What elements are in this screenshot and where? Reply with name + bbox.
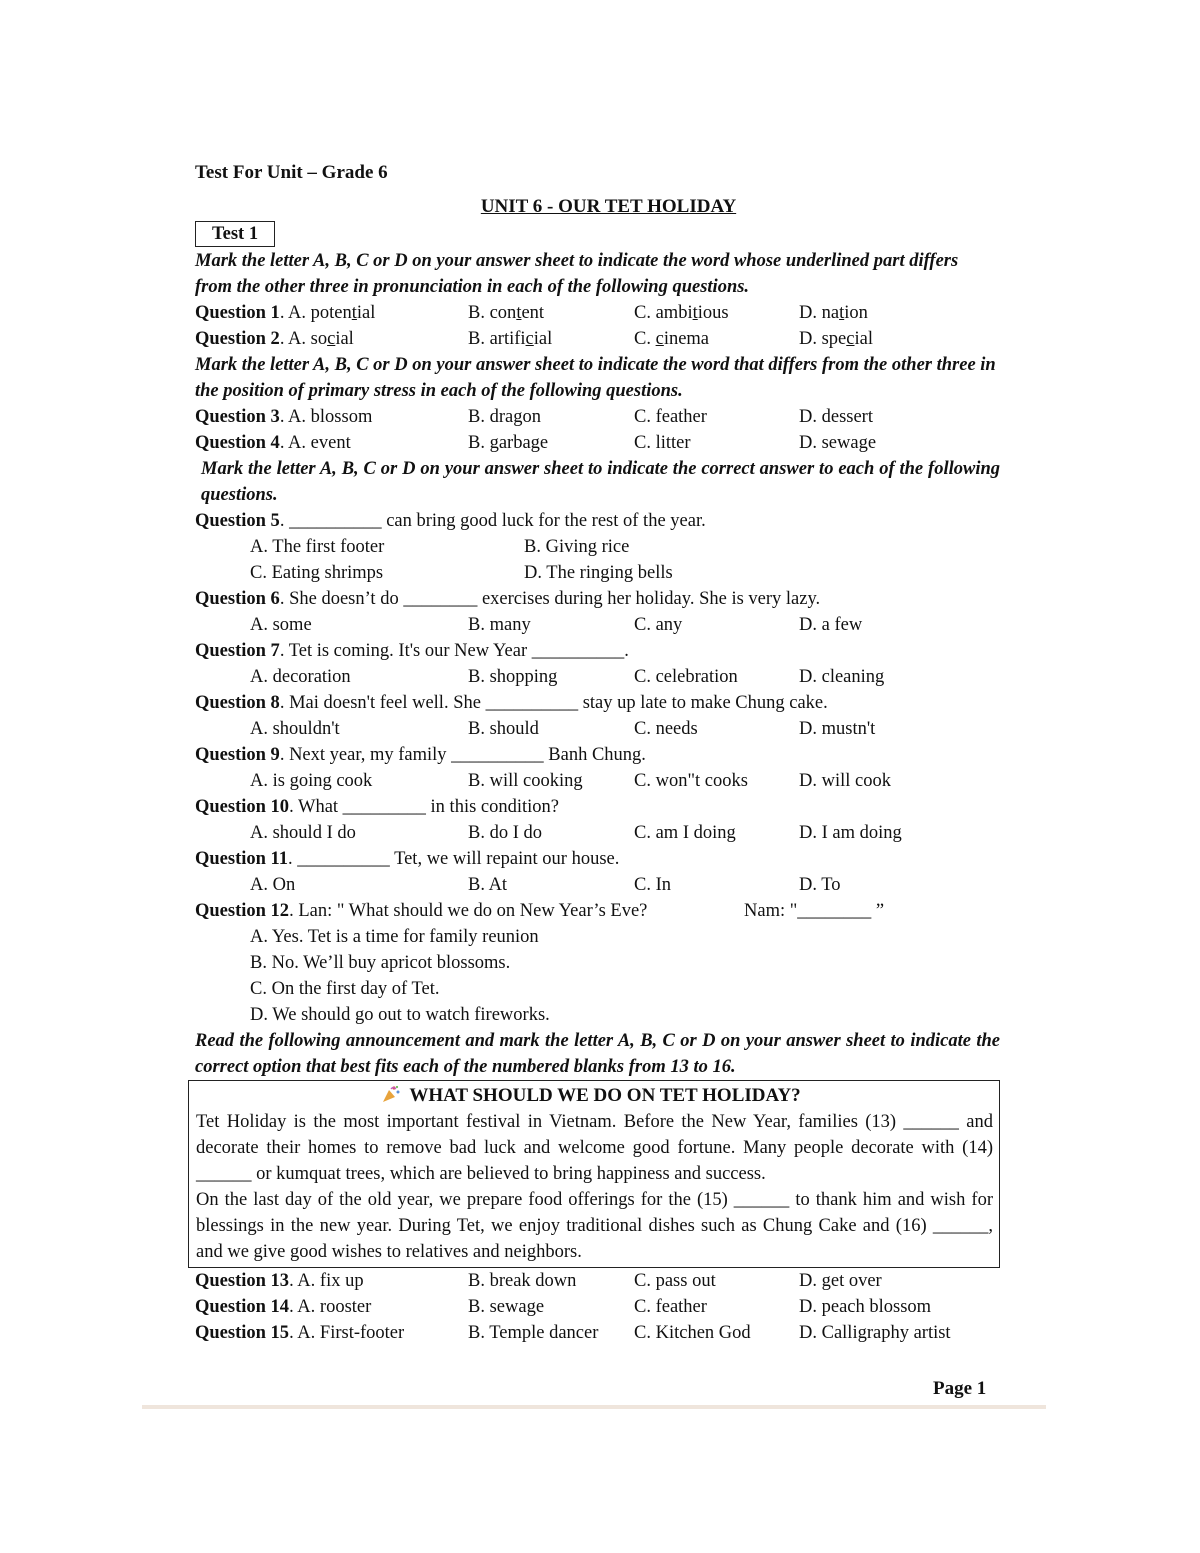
question-label: Question 2: [195, 329, 280, 349]
option-a: A. decoration: [250, 667, 351, 687]
option-c: C. On the first day of Tet.: [250, 979, 440, 999]
option-d: D. get over: [799, 1271, 882, 1291]
option-c: C. Eating shrimps: [250, 563, 384, 583]
question-2: Question 2. A. social B. artificial C. cinema D. special: [195, 326, 1000, 352]
options-row: [195, 872, 1000, 898]
instruction-stress: Mark the letter A, B, C or D on your answer sheet to indicate the word that differs from the other three in the position of primary stress in each of the following questions.: [195, 355, 996, 401]
page-header: Test For Unit – Grade 6: [195, 162, 388, 183]
test-label: Test 1: [195, 221, 275, 247]
option-d: D. nation: [799, 303, 868, 323]
option-d: D. dessert: [799, 407, 873, 427]
question-11: Question 11. __________ Tet, we will repaint our house.: [195, 849, 620, 869]
option-a: A. The first footer: [250, 537, 385, 557]
question-6: Question 6. She doesn’t do ________ exercises during her holiday. She is very lazy.: [195, 589, 821, 609]
option-a: A. is going cook: [250, 771, 373, 791]
option-d: D. To: [799, 875, 841, 895]
option-c: C. ambitious: [634, 303, 729, 323]
question-13: Question 13. A. fix up B. break down C. pass out D. get over: [195, 1268, 1000, 1294]
option-b: B. do I do: [468, 823, 542, 843]
option-b: B. garbage: [468, 433, 549, 453]
option-d: D. cleaning: [799, 667, 885, 687]
question-15: Question 15. A. First-footer B. Temple dancer C. Kitchen God D. Calligraphy artist: [195, 1320, 1000, 1346]
option-d: D. mustn't: [799, 719, 876, 739]
option-d: D. a few: [799, 615, 863, 635]
option-a: A. should I do: [250, 823, 356, 843]
option-a: A. On: [250, 875, 296, 895]
question-9: Question 9. Next year, my family __________ Banh Chung.: [195, 745, 646, 765]
instruction-reading: Read the following announcement and mark the letter A, B, C or D on your answer sheet to indicate the correct option that best fits each of the numbered blanks from 13 to 16.: [195, 1031, 1000, 1077]
option-b: B. many: [468, 615, 531, 635]
question-8: Question 8. Mai doesn't feel well. She __________ stay up late to make Chung cake.: [195, 693, 828, 713]
passage-paragraph-2: On the last day of the old year, we prepare food offerings for the (15) ______ to thank him and wish for blessings in the new year. During Tet, we enjoy traditional dishes such as Chung Cake and (16) ______, and we give good wishes to relatives and neighbors.: [196, 1190, 993, 1262]
instruction-correct: Mark the letter A, B, C or D on your answer sheet to indicate the correct answer to each of the following questions.: [201, 459, 1000, 505]
option-c: C. feather: [634, 1297, 707, 1317]
option-d: D. special: [799, 329, 873, 349]
option-d: D. sewage: [799, 433, 877, 453]
option-b: B. Temple dancer: [468, 1323, 599, 1343]
option-b: B. No. We’ll buy apricot blossoms.: [250, 953, 511, 973]
question-10: Question 10. What _________ in this condition?: [195, 797, 560, 817]
party-popper-icon: [381, 1085, 401, 1103]
option-c: C. won"t cooks: [634, 771, 748, 791]
option-b: B. Giving rice: [524, 537, 630, 557]
option-b: B. should: [468, 719, 539, 739]
option-c: C. In: [634, 875, 671, 895]
option-c: C. am I doing: [634, 823, 736, 843]
option-d: D. will cook: [799, 771, 891, 791]
question-12: Question 12. Lan: " What should we do on New Year’s Eve? Nam: "________ ”: [195, 898, 1000, 924]
passage-box: [188, 1080, 1000, 1268]
option-c: C. feather: [634, 407, 707, 427]
options-row: [195, 534, 1000, 560]
option-b: B. dragon: [468, 407, 541, 427]
option-c: C. cinema: [634, 329, 710, 349]
question-7: Question 7. Tet is coming. It's our New Year __________.: [195, 641, 629, 661]
unit-title: UNIT 6 - OUR TET HOLIDAY: [480, 196, 737, 217]
option-c: C. pass out: [634, 1271, 716, 1291]
option-d: D. We should go out to watch fireworks.: [250, 1005, 550, 1025]
question-14: Question 14. A. rooster B. sewage C. feather D. peach blossom: [195, 1294, 1000, 1320]
option-b: B. At: [468, 875, 508, 895]
option-b: B. break down: [468, 1271, 577, 1291]
options-row: [195, 560, 1000, 586]
option-b: B. shopping: [468, 667, 558, 687]
options-row: [195, 820, 1000, 846]
option-d: D. peach blossom: [799, 1297, 932, 1317]
options-row: [195, 612, 1000, 638]
options-row: [195, 664, 1000, 690]
option-b: B. will cooking: [468, 771, 583, 791]
question-4: Question 4. A. event B. garbage C. litter D. sewage: [195, 430, 1000, 456]
option-c: C. Kitchen God: [634, 1323, 751, 1343]
option-d: D. The ringing bells: [524, 563, 673, 583]
option-c: C. needs: [634, 719, 698, 739]
options-row: [195, 716, 1000, 742]
option-b: B. sewage: [468, 1297, 545, 1317]
option-d: D. I am doing: [799, 823, 902, 843]
passage-title: WHAT SHOULD WE DO ON TET HOLIDAY?: [189, 1083, 993, 1109]
options-row: [195, 768, 1000, 794]
option-a: A. shouldn't: [250, 719, 340, 739]
page-number: Page 1: [933, 1378, 987, 1399]
option-b: B. artificial: [468, 329, 553, 349]
worksheet-page: [195, 160, 1000, 1346]
option-a: A. Yes. Tet is a time for family reunion: [250, 927, 539, 947]
question-1: Question 1. A. potential B. content C. ambitious D. nation: [195, 300, 1000, 326]
option-b: B. content: [468, 303, 545, 323]
question-3: Question 3. A. blossom B. dragon C. feather D. dessert: [195, 404, 1000, 430]
question-label: Question 1: [195, 303, 280, 323]
option-c: C. celebration: [634, 667, 738, 687]
option-c: C. litter: [634, 433, 691, 453]
footer-divider: [142, 1405, 1046, 1409]
question-5: Question 5. __________ can bring good luck for the rest of the year.: [195, 511, 706, 531]
passage-paragraph-1: Tet Holiday is the most important festival in Vietnam. Before the New Year, families (13) ______ and decorate their homes to remove bad luck and welcome good fortune. Many people decorate with (14) ______ or kumquat trees, which are believed to bring happiness and success.: [196, 1112, 993, 1184]
option-d: D. Calligraphy artist: [799, 1323, 951, 1343]
instruction-pronunciation: Mark the letter A, B, C or D on your answer sheet to indicate the word whose underlined part differs from the other three in pronunciation in each of the following questions.: [195, 251, 959, 297]
question-12-reply: Nam: "________ ”: [744, 901, 885, 921]
option-a: A. some: [250, 615, 312, 635]
option-c: C. any: [634, 615, 683, 635]
